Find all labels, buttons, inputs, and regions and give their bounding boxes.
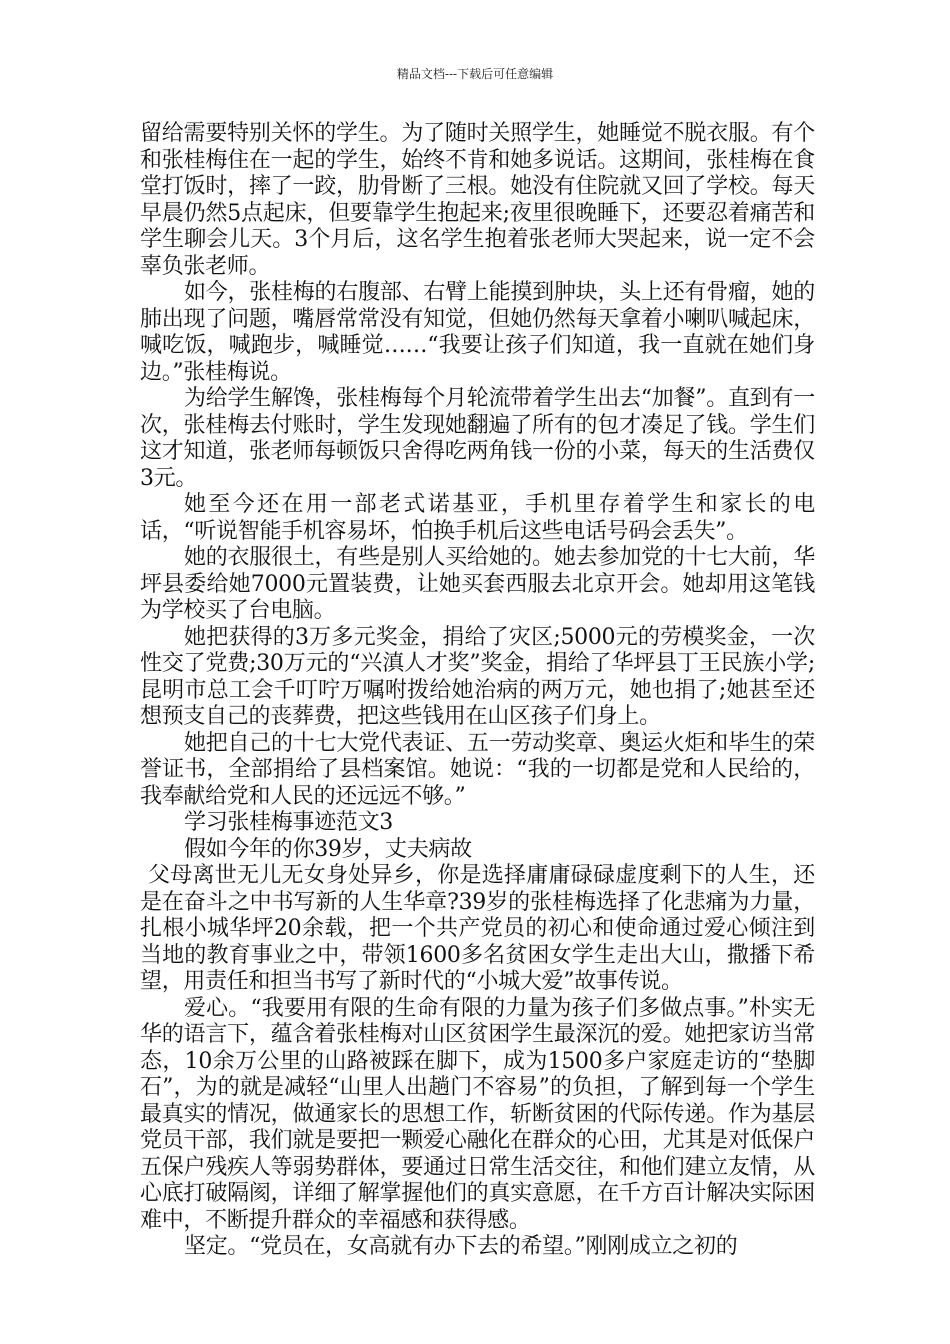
paragraph-firm: 坚定。“党员在，女高就有办下去的希望。”刚刚成立之初的 [184, 1234, 738, 1259]
paragraph-love: 爱心。“我要用有限的生命有限的力量为孩子们多做点事。”朴实无华的语言下，蕴含着张桂梅对山区贫困学生最深沉的爱。她把家访当常态，10余万公里的山路被踩在脚下，成为1500多户家庭走访的“垫脚石”，为的就是减轻“山里人出趟门不容易”的负担，了解到每一个学生最真实的情况，做通家长的思想工作，斩断贫困的代际传递。作为基层党员干部，我们就是要把一颗爱心融化在群众的心田，尤其是对低保户五保户残疾人等弱势群体，要通过日常生活交往，和他们建立友情，从心底打破隔阂，详细了解掌握他们的真实意愿，在千方百计解决实际困难中，不断提升群众的幸福感和获得感。 [140, 995, 815, 1233]
paragraph-meals: 为给学生解馋，张桂梅每个月轮流带着学生出去“加餐”。直到有一次，张桂梅去付账时，学生发现她翻遍了所有的包才凑足了钱。学生们这才知道，张老师每顿饭只舍得吃两角钱一份的小菜，每天的生活费仅3元。 [140, 386, 815, 491]
paragraph-honors: 她把自己的十七大党代表证、五一劳动奖章、奥运火炬和毕生的荣誉证书，全部捐给了县档案馆。她说：“我的一切都是党和人民给的，我奉献给党和人民的还远远不够。” [140, 730, 815, 809]
paragraph-choice: 父母离世无儿无女身处异乡，你是选择庸庸碌碌虚度剩下的人生，还是在奋斗之中书写新的人生华章?39岁的张桂梅选择了化悲痛为力量，扎根小城华坪20余载，把一个共产党员的初心和使命通过爱心倾注到当地的教育事业之中，带领1600多名贫困女学生走出大山，撒播下希望，用责任和担当书写了新时代的“小城大爱”故事传说。 [140, 863, 815, 994]
paragraph-clothes: 她的衣服很土，有些是别人买给她的。她去参加党的十七大前，华坪县委给她7000元置装费，让她买套西服去北京开会。她却用这笔钱为学校买了台电脑。 [140, 545, 815, 623]
paragraph-intro-line: 假如今年的你39岁，丈夫病故 [184, 836, 472, 862]
document-body [140, 121, 815, 1261]
paragraph-continuation: 留给需要特别关怀的学生。为了随时关照学生，她睡觉不脱衣服。有个和张桂梅住在一起的学生，始终不肯和她多说话。这期间，张桂梅在食堂打饭时，摔了一跤，肋骨断了三根。她没有住院就又回了学校。每天早晨仍然5点起床，但要靠学生抱起来;夜里很晚睡下，还要忍着痛苦和学生聊会儿天。3个月后，这名学生抱着张老师大哭起来，说一定不会辜负张老师。 [140, 121, 815, 279]
section-heading: 学习张桂梅事迹范文3 [184, 810, 393, 835]
page-header: 精品文档---下载后可任意编辑 [396, 67, 554, 81]
paragraph-donations: 她把获得的3万多元奖金，捐给了灾区;5000元的劳模奖金，一次性交了党费;30万元的“兴滇人才奖”奖金，捐给了华坪县丁王民族小学;昆明市总工会千叮咛万嘱咐拨给她治病的两万元，她也捐了;她甚至还想预支自己的丧葬费，把这些钱用在山区孩子们身上。 [140, 624, 815, 729]
paragraph-health: 如今，张桂梅的右腹部、右臂上能摸到肿块，头上还有骨瘤，她的肺出现了问题，嘴唇常常没有知觉，但她仍然每天拿着小喇叭喊起床，喊吃饭，喊跑步，喊睡觉……“我要让孩子们知道，我一直就在她们身边。”张桂梅说。 [140, 280, 815, 385]
paragraph-phone: 她至今还在用一部老式诺基亚，手机里存着学生和家长的电话，“听说智能手机容易坏，怕换手机后这些电话号码会丢失”。 [140, 492, 815, 544]
